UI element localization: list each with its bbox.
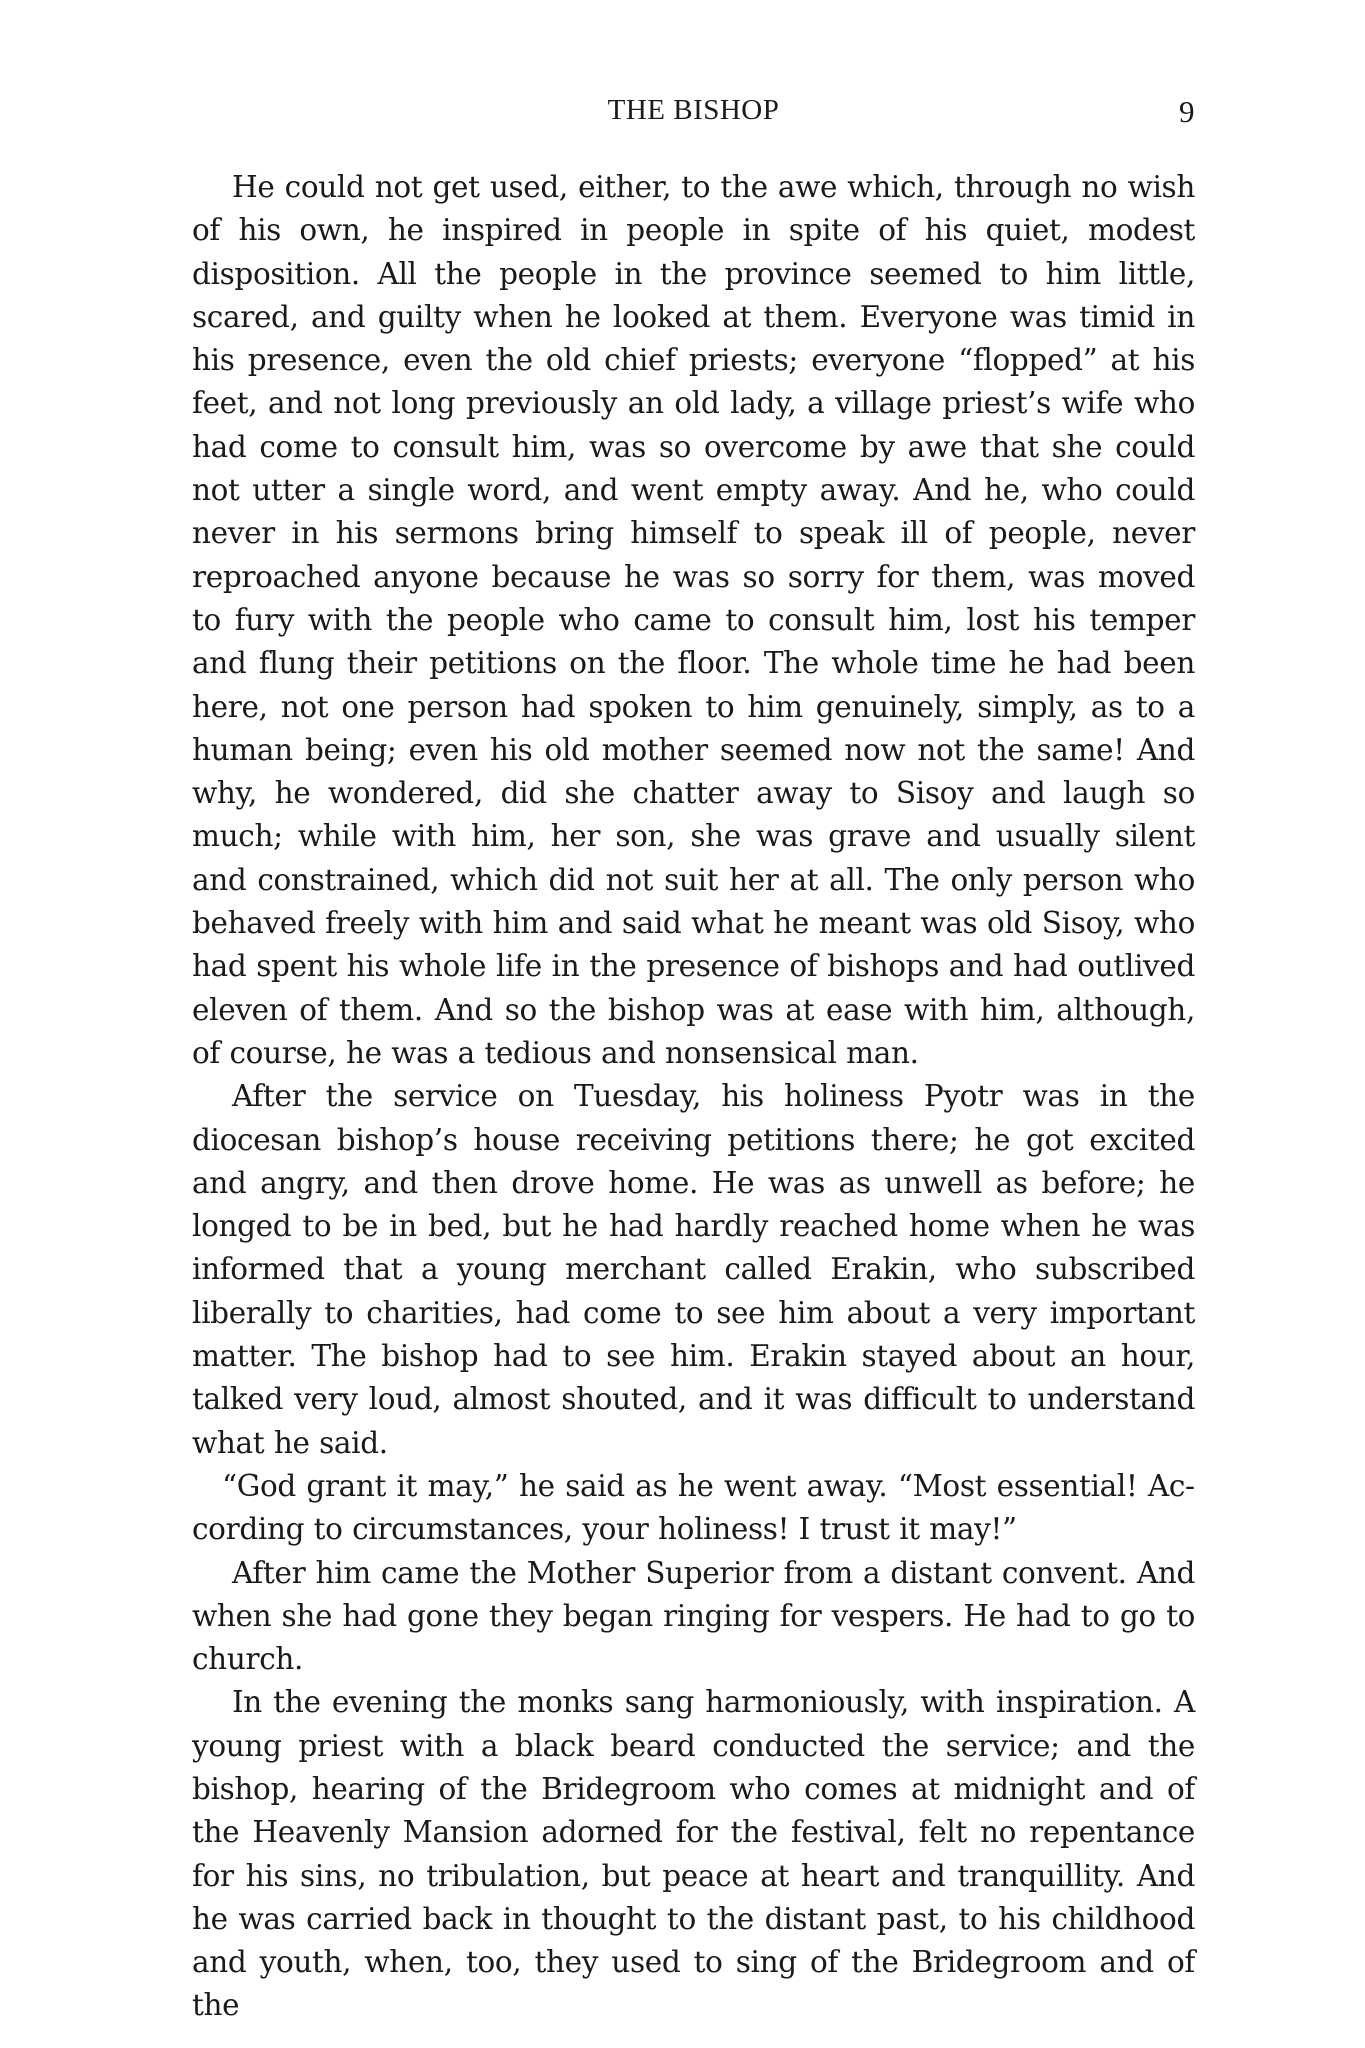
paragraph: After the service on Tuesday, his holiness Pyotr was in the diocesan bishop’s house receiving petitions there; he got excited and angry, and then drove home. He was as unwell as before; he longed to be in bed, but he had hardly reached home when he was informed that a young merchant called Erakin, who subscribed liberally to charities, had come to see him about a very important matter. The bishop had to see him. Erakin stayed about an hour, talked very loud, almost shouted, and it was difficult to understand what he said.: [192, 1079, 1195, 1460]
running-head: [192, 94, 1195, 134]
paragraph: In the evening the monks sang harmoniously, with inspiration. A young priest with a black beard conducted the service; and the bishop, hearing of the Bridegroom who comes at midnight and of the Heavenly Mansion adorned for the festival, felt no repentance for his sins, no tribulation, but peace at heart and tranquillity. And he was carried back in thought to the distant past, to his childhood and youth, when, too, they used to sing of the Bridegroom and of the: [192, 1685, 1195, 2023]
body-text: [192, 166, 1195, 2028]
page-number: 9: [1179, 94, 1195, 129]
running-title: THE BISHOP: [607, 94, 780, 126]
paragraph: After him came the Mother Superior from a distant convent. And when she had gone they began ringing for vespers. He had to go to church.: [192, 1555, 1195, 1677]
paragraph: He could not get used, either, to the awe which, through no wish of his own, he inspired in people in spite of his quiet, modest disposition. All the people in the province seemed to him little, scared, and guilty when he looked at them. Everyone was timid in his presence, even the old chief priests; everyone “flopped” at his feet, and not long previously an old lady, a village priest’s wife who had come to consult him, was so overcome by awe that she could not utter a single word, and went empty away. And he, who could never in his sermons bring himself to speak ill of people, never reproached anyone because he was so sorry for them, was moved to fury with the people who came to consult him, lost his temper and flung their petitions on the floor. The whole time he had been here, not one person had spoken to him genuinely, simply, as to a human being; even his old mother seemed now not the same! And why, he wondered, did she chatter away to Sisoy and laugh so much; while with him, her son, she was grave and usually silent and constrained, which did not suit her at all. The only person who behaved freely with him and said what he meant was old Sisoy, who had spent his whole life in the presence of bishops and had outlived eleven of them. And so the bishop was at ease with him, although, of course, he was a tedious and nonsensical man.: [192, 170, 1195, 1070]
paragraph: “God grant it may,” he said as he went away. “Most essential! According to circumstances, your holiness! I trust it may!”: [192, 1468, 1195, 1547]
